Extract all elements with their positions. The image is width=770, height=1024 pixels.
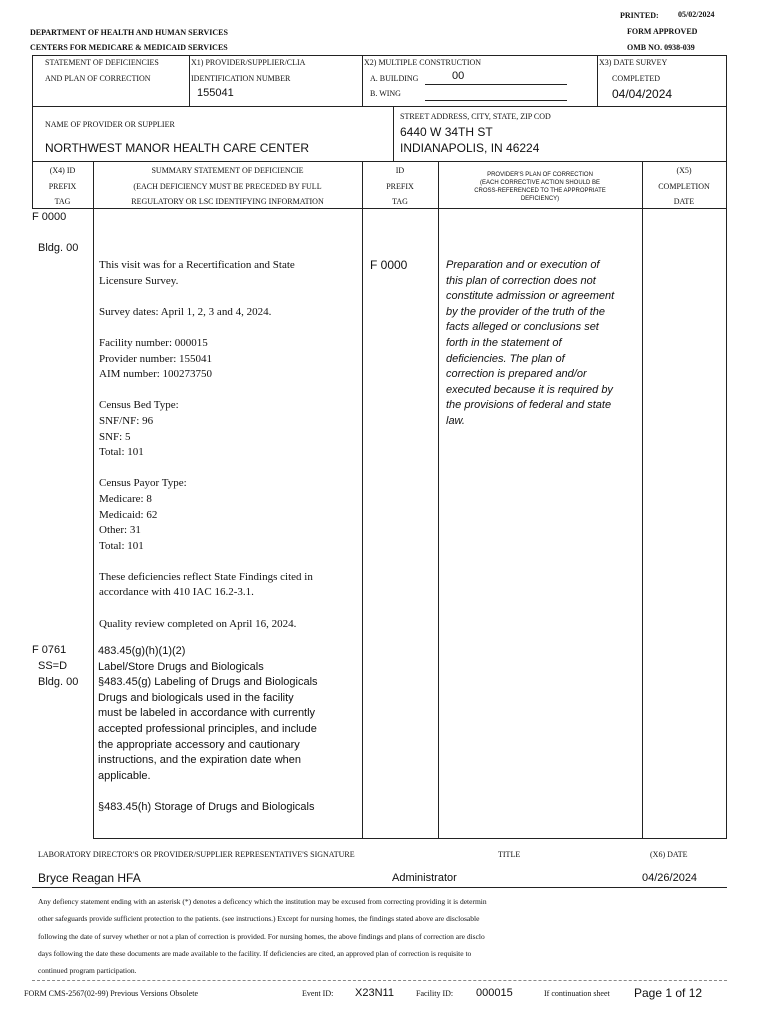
plan-line: law. bbox=[446, 414, 465, 427]
summary-paragraph bbox=[99, 398, 359, 460]
disclaimer bbox=[38, 893, 728, 979]
tag-f0761: F 0761 bbox=[32, 644, 67, 656]
disclaimer-line: other safeguards provide sufficient protection to the patients. (see instructions.) Except for nursing homes, the findings stated above are disclosable bbox=[38, 914, 480, 924]
summary-line: Total: 101 bbox=[99, 539, 144, 552]
tag-f0000: F 0000 bbox=[32, 211, 67, 223]
summary-line: Total: 101 bbox=[99, 446, 144, 459]
disclaimer-line: days following the date these documents are made available to the facility. If deficiencies are cited, an approved plan of correction is requisite to bbox=[38, 948, 472, 958]
x3-label-2: COMPLETED bbox=[612, 74, 660, 83]
x4-header-2: PREFIX bbox=[48, 182, 77, 191]
summary-line: Census Bed Type: bbox=[99, 399, 179, 412]
summary-line: accordance with 410 IAC 16.2-3.1. bbox=[99, 586, 254, 599]
continuation-label: If continuation sheet bbox=[544, 989, 610, 998]
x3-label-1: X3) DATE SURVEY bbox=[599, 58, 668, 67]
bldg-00: Bldg. 00 bbox=[38, 242, 79, 254]
f0761-line: 483.45(g)(h)(1)(2) bbox=[98, 645, 186, 657]
x4-header-3: TAG bbox=[54, 197, 71, 206]
f0761-line: the appropriate accessory and cautionary bbox=[98, 738, 300, 751]
plan-line: Preparation and or execution of bbox=[446, 259, 600, 271]
x5-header-3: DATE bbox=[673, 197, 695, 206]
facility-id-label: Facility ID: bbox=[416, 989, 454, 998]
form-approved: FORM APPROVED bbox=[627, 27, 698, 36]
facility-id: 000015 bbox=[476, 987, 513, 999]
building-label: A. BUILDING bbox=[370, 74, 419, 83]
address-label: STREET ADDRESS, CITY, STATE, ZIP COD bbox=[400, 112, 551, 121]
summary-line: Medicaid: 62 bbox=[99, 508, 158, 521]
summary-paragraph bbox=[99, 476, 359, 554]
f0761-statement bbox=[98, 644, 360, 816]
signature-label: LABORATORY DIRECTOR'S OR PROVIDER/SUPPLIER REPRESENTATIVE'S SIGNATURE bbox=[38, 850, 355, 859]
plan-line: forth in the statement of bbox=[446, 336, 562, 349]
summary-line: Survey dates: April 1, 2, 3 and 4, 2024. bbox=[99, 305, 272, 318]
summary-header-3: REGULATORY OR LSC IDENTIFYING INFORMATION bbox=[131, 197, 324, 206]
summary-header-1: SUMMARY STATEMENT OF DEFICIENCIE bbox=[151, 166, 304, 175]
f0761-line: applicable. bbox=[98, 769, 151, 782]
plan-line: facts alleged or conclusions set bbox=[446, 321, 599, 334]
building-value: 00 bbox=[452, 70, 465, 82]
summary-line: Medicare: 8 bbox=[99, 492, 152, 505]
disclaimer-line: Any defiency statement ending with an asterisk (*) denotes a deficency which the institution may be excused from correcting providing it is determin bbox=[38, 897, 487, 906]
summary-line: SNF/NF: 96 bbox=[99, 414, 154, 427]
plan-line: deficiencies. The plan of bbox=[446, 352, 565, 365]
plan-line: executed because it is required by bbox=[446, 383, 613, 396]
address-street: 6440 W 34TH ST bbox=[400, 125, 493, 139]
omb-number: OMB NO. 0938-039 bbox=[627, 43, 695, 52]
summary-line: SNF: 5 bbox=[99, 430, 131, 443]
summary-paragraph bbox=[99, 617, 359, 633]
summary-paragraph bbox=[99, 258, 359, 289]
disclaimer-line: continued program participation. bbox=[38, 966, 137, 976]
x6-date-label: (X6) DATE bbox=[650, 850, 688, 859]
summary-paragraph bbox=[99, 336, 359, 383]
summary-paragraph bbox=[99, 570, 359, 601]
department-title: DEPARTMENT OF HEALTH AND HUMAN SERVICES bbox=[30, 28, 228, 37]
plan-of-correction bbox=[446, 258, 640, 430]
f0761-paragraph bbox=[98, 644, 360, 784]
printed-date: 05/02/2024 bbox=[678, 10, 715, 19]
event-id: X23N11 bbox=[355, 987, 394, 999]
signer-title: Administrator bbox=[392, 872, 457, 884]
printed-label: PRINTED: bbox=[620, 11, 659, 20]
summary-line: Provider number: 155041 bbox=[99, 352, 213, 365]
provider-name: NORTHWEST MANOR HEALTH CARE CENTER bbox=[45, 141, 310, 155]
x1-label-2: IDENTIFICATION NUMBER bbox=[191, 74, 291, 83]
f0761-line: §483.45(g) Labeling of Drugs and Biologicals bbox=[98, 676, 318, 689]
plan-line: this plan of correction does not bbox=[446, 274, 596, 287]
summary-header-2: (EACH DEFICIENCY MUST BE PRECEDED BY FULL bbox=[133, 182, 322, 191]
f0761-line: Label/Store Drugs and Biologicals bbox=[98, 660, 264, 673]
disclaimer-line: following the date of survey whether or not a plan of correction is provided. For nursing homes, the above findings and plans of correction are disclo bbox=[38, 931, 485, 941]
event-id-label: Event ID: bbox=[302, 989, 334, 998]
id-header-1: ID bbox=[395, 166, 405, 175]
f0761-line: accepted professional principles, and include bbox=[98, 722, 317, 735]
address-city: INDIANAPOLIS, IN 46224 bbox=[400, 141, 540, 155]
x4-header-1: (X4) ID bbox=[49, 166, 76, 175]
x1-label-1: X1) PROVIDER/SUPPLIER/CLIA bbox=[191, 58, 306, 67]
statement-label-1: STATEMENT OF DEFICIENCIES bbox=[45, 58, 159, 67]
signature-date: 04/26/2024 bbox=[642, 872, 698, 884]
bldg-00-f0761: Bldg. 00 bbox=[38, 676, 79, 688]
plan-line: by the provider of the truth of the bbox=[446, 305, 605, 318]
f0761-line: must be labeled in accordance with currently bbox=[98, 707, 316, 720]
form-number: FORM CMS-2567(02-99) Previous Versions Obsolete bbox=[24, 989, 199, 998]
title-label: TITLE bbox=[498, 850, 521, 859]
x5-header-1: (X5) bbox=[676, 166, 692, 175]
signer-name: Bryce Reagan HFA bbox=[38, 871, 141, 885]
id-header-2: PREFIX bbox=[386, 182, 414, 191]
page-number: Page 1 of 12 bbox=[634, 986, 703, 1000]
summary-line: Other: 31 bbox=[99, 524, 141, 537]
plan-header-2: (EACH CORRECTIVE ACTION SHOULD BE bbox=[479, 180, 601, 186]
plan-line: constitute admission or agreement bbox=[446, 290, 615, 303]
plan-header-3: CROSS-REFERENCED TO THE APPROPRIATE bbox=[474, 188, 606, 194]
summary-line: This visit was for a Recertification and State bbox=[99, 259, 295, 271]
summary-line: Facility number: 000015 bbox=[99, 336, 208, 349]
plan-tag-f0000: F 0000 bbox=[370, 258, 408, 272]
id-header-3: TAG bbox=[392, 197, 408, 206]
centers-title: CENTERS FOR MEDICARE & MEDICAID SERVICES bbox=[30, 43, 228, 52]
f0761-paragraph bbox=[98, 800, 360, 816]
x2-label: X2) MULTIPLE CONSTRUCTION bbox=[364, 58, 482, 67]
survey-completed-date: 04/04/2024 bbox=[612, 87, 673, 101]
summary-line: These deficiencies reflect State Findings cited in bbox=[99, 570, 313, 583]
f0761-line: §483.45(h) Storage of Drugs and Biologicals bbox=[98, 800, 315, 813]
f0761-line: instructions, and the expiration date when bbox=[98, 754, 302, 767]
summary-line: Licensure Survey. bbox=[99, 274, 179, 287]
plan-line: the provisions of federal and state bbox=[446, 399, 612, 412]
plan-header-4: DEFICIENCY) bbox=[520, 196, 560, 202]
summary-statement bbox=[99, 258, 359, 632]
summary-line: AIM number: 100273750 bbox=[99, 368, 213, 381]
provider-number: 155041 bbox=[197, 87, 234, 99]
plan-header-1: PROVIDER'S PLAN OF CORRECTION bbox=[487, 172, 593, 178]
provider-name-label: NAME OF PROVIDER OR SUPPLIER bbox=[45, 120, 175, 129]
summary-paragraph bbox=[99, 305, 359, 321]
summary-line: Quality review completed on April 16, 2024. bbox=[99, 617, 297, 630]
f0761-line: Drugs and biologicals used in the facility bbox=[98, 691, 294, 704]
plan-line: correction is prepared and/or bbox=[446, 368, 587, 381]
wing-label: B. WING bbox=[370, 89, 401, 98]
statement-label-2: AND PLAN OF CORRECTION bbox=[45, 74, 151, 83]
summary-line: Census Payor Type: bbox=[99, 477, 187, 490]
scope-severity: SS=D bbox=[38, 660, 68, 672]
x5-header-2: COMPLETION bbox=[658, 182, 710, 191]
